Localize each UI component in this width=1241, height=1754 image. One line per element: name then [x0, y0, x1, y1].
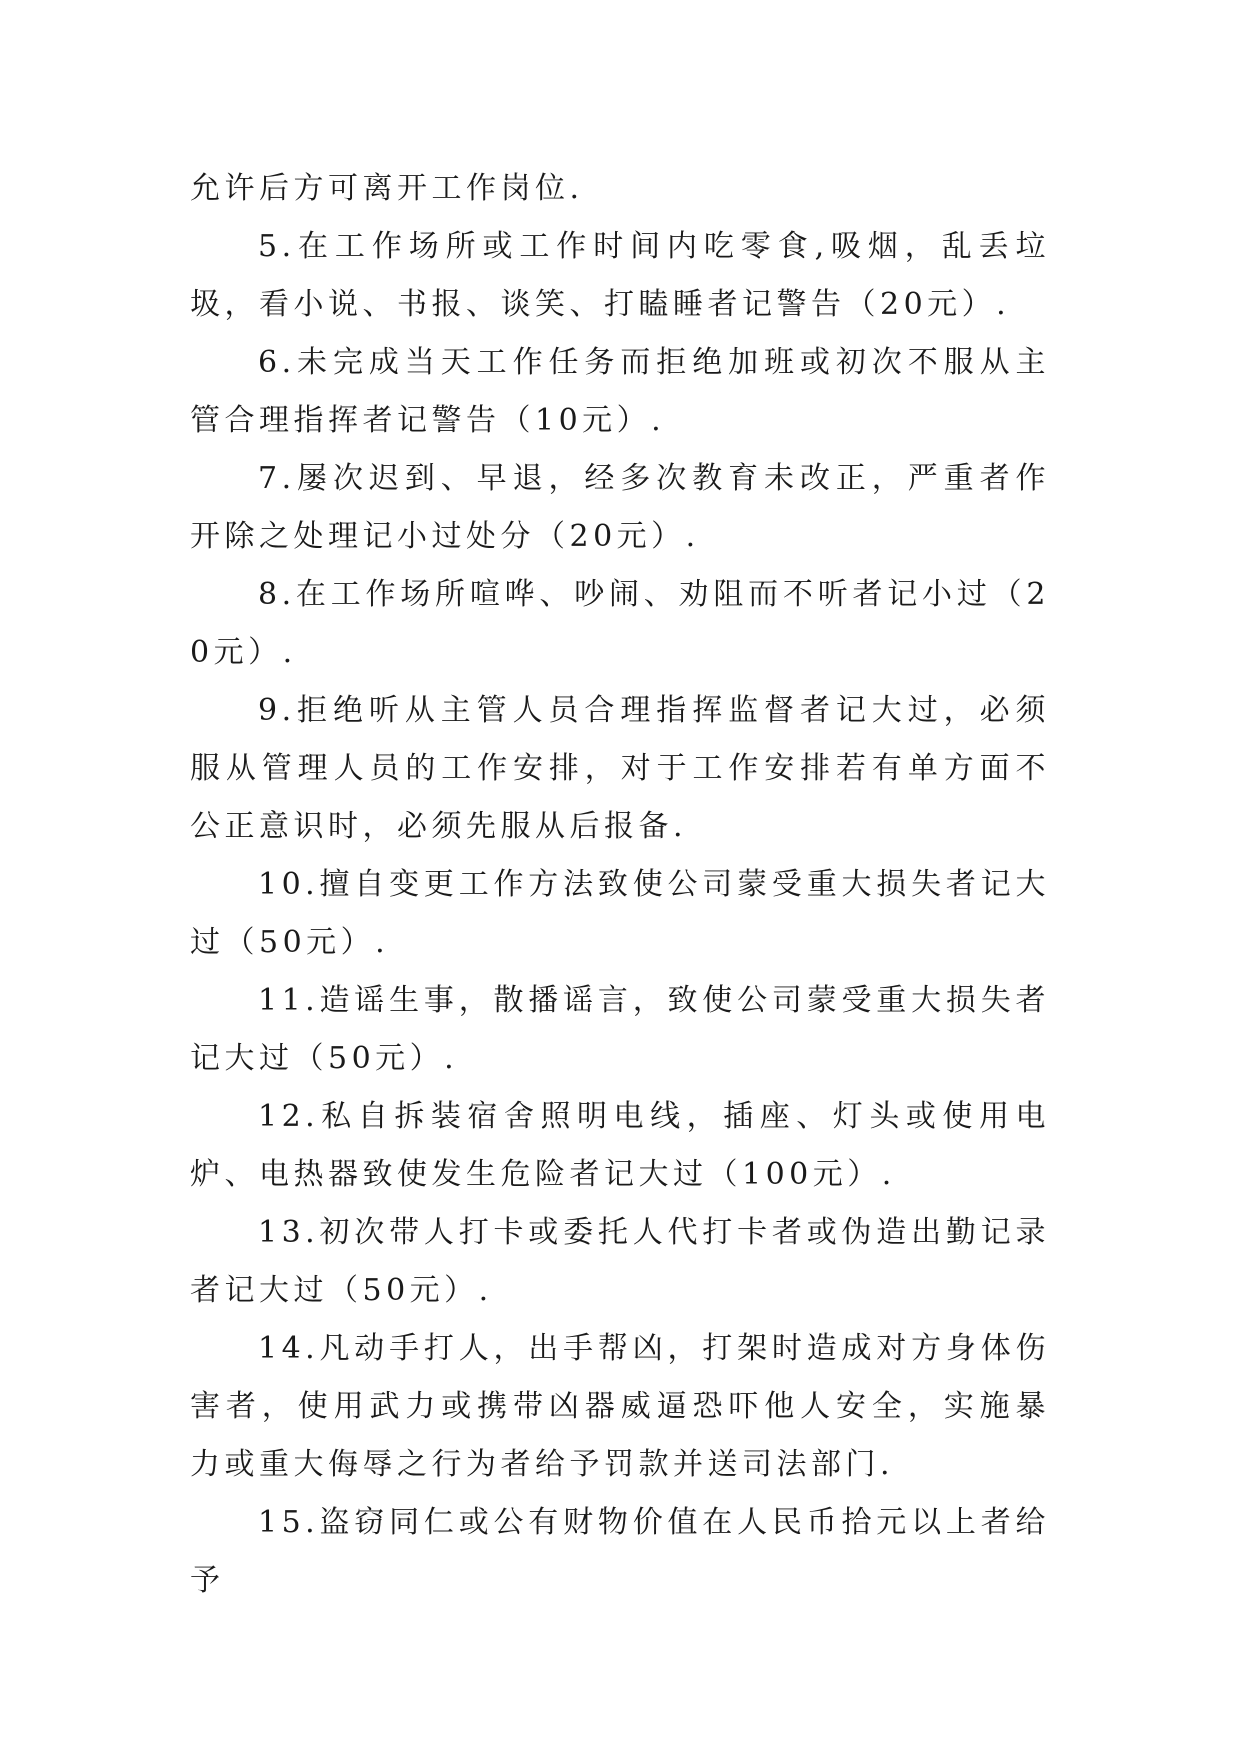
rule-item-14: 14.凡动手打人，出手帮凶，打架时造成对方身体伤害者，使用武力或携带凶器威逼恐吓他人安全，实施暴力或重大侮辱之行为者给予罚款并送司法部门. [190, 1331, 1050, 1482]
rule-item-7: 7.屡次迟到、早退，经多次教育未改正，严重者作开除之处理记小过处分（20元）. [190, 461, 1050, 554]
rule-item-12: 12.私自拆装宿舍照明电线，插座、灯头或使用电炉、电热器致使发生危险者记大过（100元）. [190, 1099, 1050, 1192]
paragraph-continuation: 允许后方可离开工作岗位. [190, 171, 584, 206]
document-body [190, 160, 1050, 1610]
rule-item-11: 11.造谣生事，散播谣言，致使公司蒙受重大损失者记大过（50元）. [190, 983, 1050, 1076]
rule-item-15: 15.盗窃同仁或公有财物价值在人民币拾元以上者给予 [190, 1505, 1050, 1598]
rule-item-13: 13.初次带人打卡或委托人代打卡者或伪造出勤记录者记大过（50元）. [190, 1215, 1050, 1308]
rule-item-10: 10.擅自变更工作方法致使公司蒙受重大损失者记大过（50元）. [190, 867, 1050, 960]
rule-item-6: 6.未完成当天工作任务而拒绝加班或初次不服从主管合理指挥者记警告（10元）. [190, 345, 1050, 438]
rule-item-8: 8.在工作场所喧哗、吵闹、劝阻而不听者记小过（20元）. [190, 577, 1050, 670]
rule-item-9: 9.拒绝听从主管人员合理指挥监督者记大过，必须服从管理人员的工作安排，对于工作安排若有单方面不公正意识时，必须先服从后报备. [190, 693, 1050, 844]
rule-item-5: 5.在工作场所或工作时间内吃零食,吸烟，乱丢垃圾，看小说、书报、谈笑、打瞌睡者记警告（20元）. [190, 229, 1050, 322]
